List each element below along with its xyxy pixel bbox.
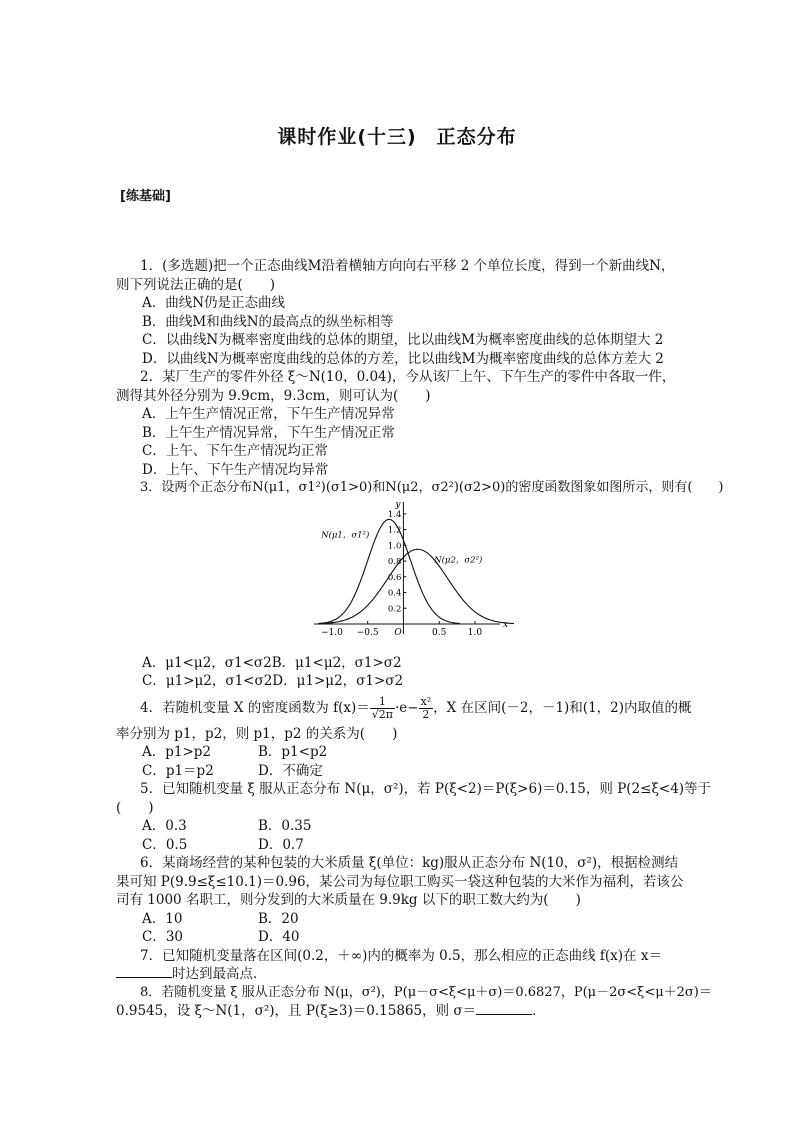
q2-option-c: C．上午、下午生产情况均正常 bbox=[142, 443, 328, 459]
y-tick-label: 0.6 bbox=[387, 572, 402, 583]
q3-options-row1 bbox=[116, 654, 684, 673]
q4-options-row1 bbox=[116, 743, 684, 762]
q6-option-c: C．30 bbox=[142, 929, 184, 945]
q4-options-row2 bbox=[116, 762, 684, 781]
q6-stem-line3: 司有 1000 名职工，则分发到的大米质量在 9.9kg 以下的职工数大约为( ) bbox=[116, 892, 581, 908]
section-heading: [练基础] bbox=[120, 189, 171, 204]
x-tick-label: −0.5 bbox=[356, 627, 379, 638]
q2-option-d: D．上午、下午生产情况均异常 bbox=[142, 461, 329, 478]
q2-stem-line2: 测得其外径分别为 9.9cm，9.3cm，则可认为( ) bbox=[116, 387, 431, 404]
q3-option-d: D．μ1>μ2，σ1>σ2 bbox=[272, 673, 404, 689]
q4-frac2-num: x² bbox=[420, 694, 432, 708]
q2-stem-line1: 2．某厂生产的零件外径 ξ～N(10，0.04)，今从该厂上午、下午生产的零件中各取一件， bbox=[140, 369, 676, 385]
q4-option-c: C．p1＝p2 bbox=[142, 762, 214, 779]
y-tick-label: 0.2 bbox=[387, 603, 402, 614]
q3-option-b: B．μ1<μ2，σ1>σ2 bbox=[271, 654, 402, 671]
y-tick-label: 1.4 bbox=[387, 509, 402, 520]
q4-option-b: B．p1<p2 bbox=[258, 744, 328, 760]
series-label-1: N(μ1，σ1²) bbox=[321, 529, 370, 540]
q7-stem-end: 时达到最高点． bbox=[172, 966, 267, 982]
q3-options-row2 bbox=[116, 672, 684, 691]
q8-stem-text: 0.9545，设 ξ～N(1，σ²)，且 P(ξ≥3)＝0.15865，则 σ＝ bbox=[116, 1003, 477, 1019]
q5-options-row2 bbox=[116, 836, 684, 855]
q4-stem-part2: ，X 在区间(－2，－1)和(1，2)内取值的概 bbox=[433, 699, 692, 716]
q2-option-a: A．上午生产情况正常，下午生产情况异常 bbox=[142, 406, 395, 422]
q5-options-row1 bbox=[116, 817, 684, 836]
q8-stem-line2 bbox=[116, 1002, 684, 1021]
q3-option-a: A．μ1<μ2，σ1<σ2 bbox=[142, 654, 272, 671]
q1-option-d: D．以曲线N为概率密度曲线的总体的方差，比以曲线M为概率密度曲线的总体方差大 2 bbox=[142, 350, 664, 367]
x-tick-label: −1.0 bbox=[320, 627, 343, 638]
q1-stem-line2: 则下列说法正确的是( ) bbox=[116, 276, 276, 293]
q8-stem-line1: 8．若随机变量 ξ 服从正态分布 N(μ，σ²)，P(μ－σ<ξ<μ＋σ)＝0.6827，P(μ－2σ<ξ<μ＋2σ)＝ bbox=[140, 984, 712, 1000]
q1-option-b: B．曲线M和曲线N的最高点的纵坐标相等 bbox=[142, 313, 394, 330]
q4-fraction-2 bbox=[419, 696, 434, 721]
q6-options-row1 bbox=[116, 910, 684, 929]
x-axis-label: x bbox=[503, 619, 509, 630]
q7-stem-line2 bbox=[116, 965, 684, 984]
q7-stem-line1: 7．已知随机变量落在区间(0.2，＋∞)内的概率为 0.5，那么相应的正态曲线 f(x)在 x＝ bbox=[140, 947, 662, 964]
q5-option-d: D．0.7 bbox=[258, 836, 304, 853]
y-tick-label: 0.8 bbox=[387, 556, 402, 567]
q1-option-c: C．以曲线N为概率密度曲线的总体的期望，比以曲线M为概率密度曲线的总体期望大 2 bbox=[142, 332, 664, 348]
density-curve-2 bbox=[319, 549, 514, 623]
q6-options-row2 bbox=[116, 928, 684, 947]
q4-stem-line2: 率分别为 p1，p2，则 p1，p2 的关系为( ) bbox=[116, 725, 398, 742]
origin-label: O bbox=[394, 627, 402, 638]
q4-option-a: A．p1>p2 bbox=[142, 744, 212, 760]
q4-frac2-den: 2 bbox=[422, 707, 430, 721]
series-label-2: N(μ2，σ2²) bbox=[434, 555, 483, 566]
x-tick-label: 1.0 bbox=[467, 627, 483, 638]
q8-answer-blank[interactable] bbox=[476, 1002, 532, 1015]
q1-option-a: A．曲线N仍是正态曲线 bbox=[142, 295, 286, 311]
q6-stem-line1: 6．某商场经营的某种包装的大米质量 ξ(单位：kg)服从正态分布 N(10，σ²)，根据检测结 bbox=[140, 855, 679, 871]
q1-stem-line1: 1．(多选题)把一个正态曲线M沿着横轴方向向右平移 2 个单位长度，得到一个新曲线N， bbox=[140, 258, 675, 274]
q4-frac1-den: √2π bbox=[371, 707, 393, 721]
q7-answer-blank[interactable] bbox=[116, 965, 172, 978]
y-tick-label: 1.0 bbox=[387, 540, 402, 551]
q5-option-a: A．0.3 bbox=[142, 818, 187, 834]
q5-option-c: C．0.5 bbox=[142, 836, 188, 853]
y-axis-label: y bbox=[395, 499, 401, 510]
x-tick-label: 0.5 bbox=[432, 627, 447, 638]
y-tick-label: 1.2 bbox=[387, 525, 402, 536]
q5-stem-line2: ( ) bbox=[116, 799, 154, 816]
q3-option-c: C．μ1>μ2，σ1<σ2 bbox=[142, 673, 273, 689]
q4-frac1-num: 1 bbox=[370, 696, 395, 709]
question-list bbox=[116, 257, 724, 1021]
q6-stem-line2: 果可知 P(9.9≤ξ≤10.1)＝0.96，某公司为每位职工购买一袋这种包装的大米作为福利，若该公 bbox=[116, 873, 684, 890]
q4-fraction-1 bbox=[370, 696, 395, 721]
q8-stem-end: ． bbox=[532, 1003, 546, 1019]
y-tick-label: 0.4 bbox=[387, 588, 402, 599]
q3-stem: 3．设两个正态分布N(μ1，σ1²)(σ1>0)和N(μ2，σ2²)(σ2>0)的密度函数图象如图所示，则有( ) bbox=[140, 480, 724, 495]
q4-option-d: D．不确定 bbox=[258, 762, 323, 779]
normal-density-chart bbox=[314, 500, 514, 648]
q4-stem-part1: 4．若随机变量 X 的密度函数为 f(x)＝ bbox=[140, 699, 370, 716]
q4-stem-line1 bbox=[116, 691, 692, 725]
q6-option-a: A．10 bbox=[142, 910, 183, 927]
q5-option-b: B．0.35 bbox=[258, 818, 312, 834]
q6-option-d: D．40 bbox=[258, 929, 300, 945]
q4-exp-prefix: ·e− bbox=[394, 699, 419, 716]
q3-figure bbox=[116, 500, 684, 650]
q5-stem-line1: 5．已知随机变量 ξ 服从正态分布 N(μ，σ²)，若 P(ξ<2)＝P(ξ>6)＝0.15，则 P(2≤ξ<4)等于 bbox=[140, 781, 712, 797]
page-title: 课时作业(十三) 正态分布 bbox=[277, 126, 517, 148]
q6-option-b: B．20 bbox=[258, 910, 299, 927]
q2-option-b: B．上午生产情况异常，下午生产情况正常 bbox=[142, 424, 395, 441]
